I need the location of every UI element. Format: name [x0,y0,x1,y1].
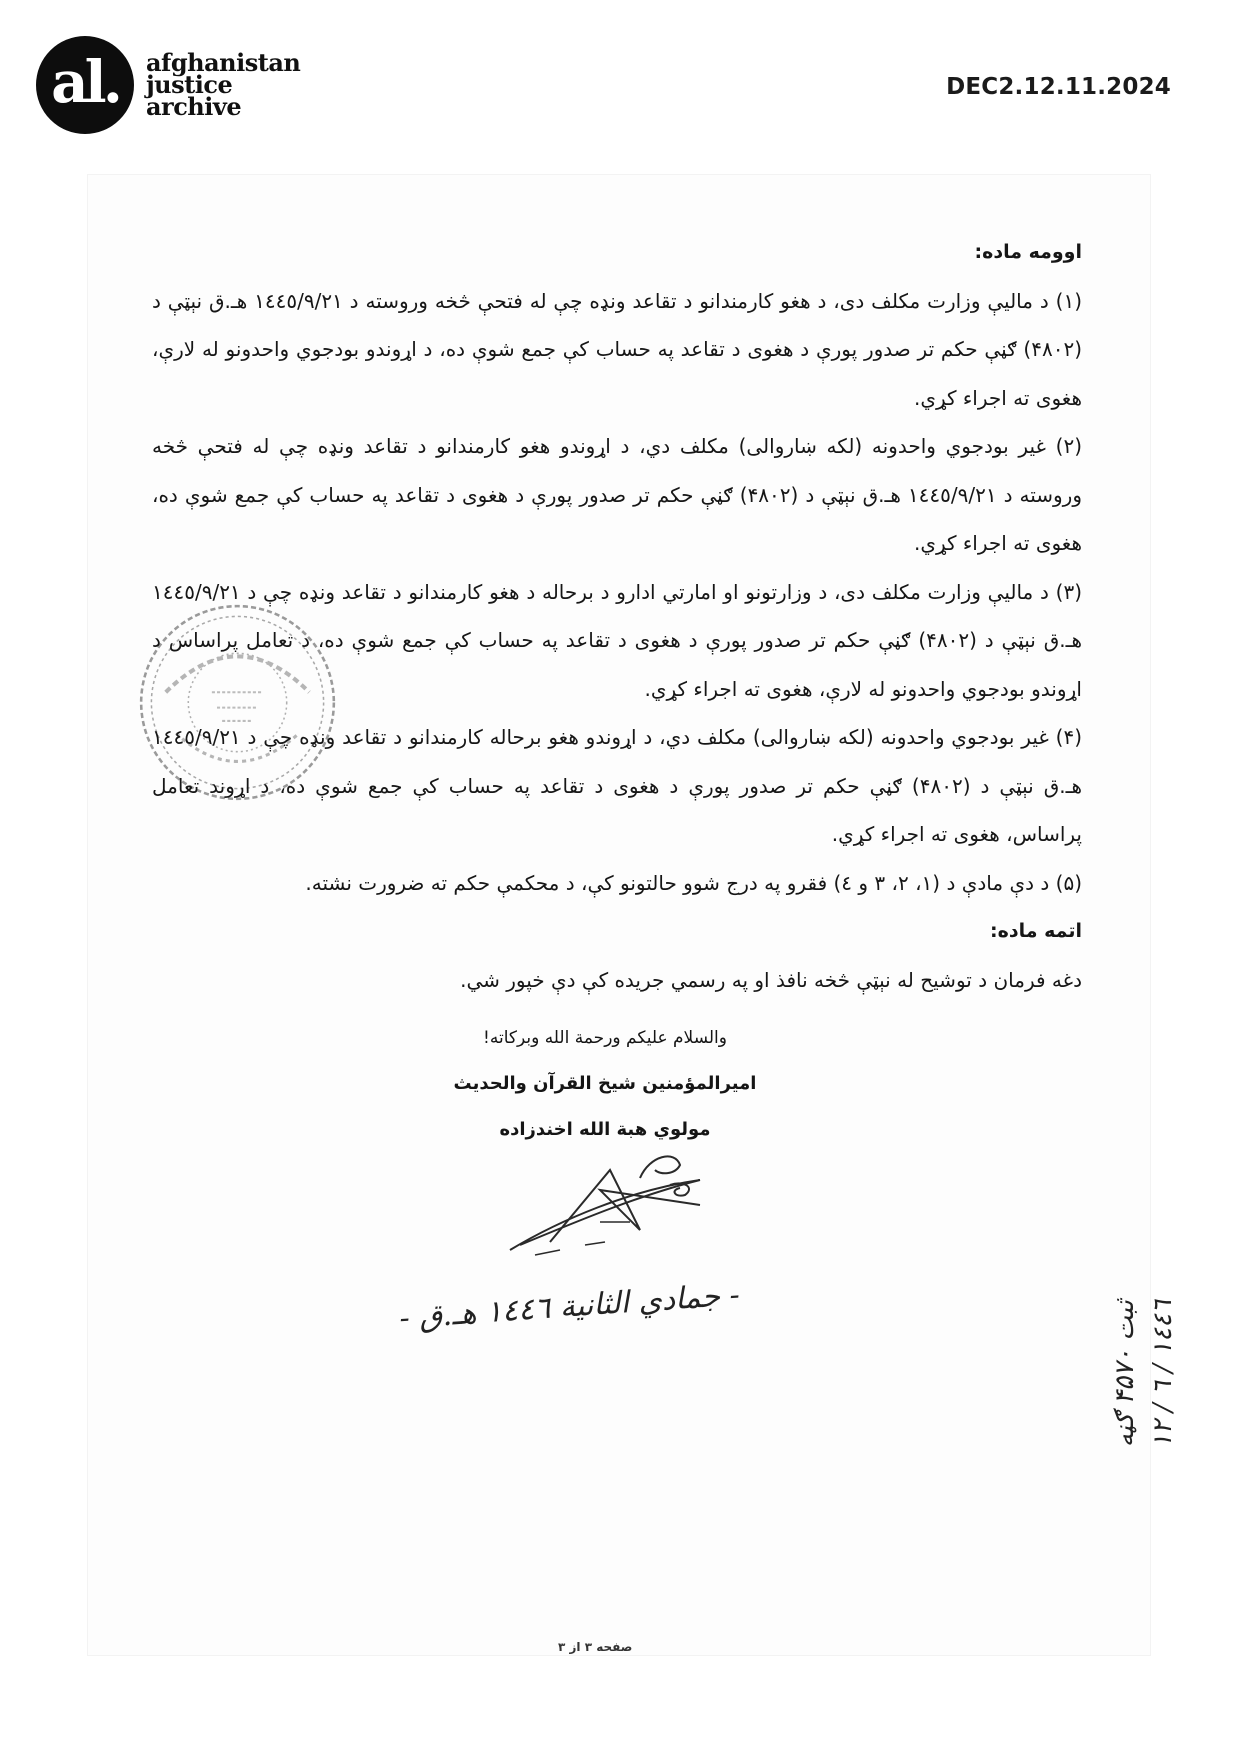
handwritten-date: - جمادي الثانية ١٤٤٦ هـ.ق - [398,1277,741,1337]
logo-wordmark [146,48,301,121]
salutation: والسلام علیکم ورحمة الله وبرکاته! [483,1028,727,1048]
logo-word-archive: archive [146,92,242,121]
signature-icon [490,1150,730,1260]
logo-word-afghanistan: afghanistan [146,48,301,77]
paragraph-5: (۵) د دې مادې د (١، ٢، ٣ و ٤) فقرو په درج شوو حالتونو کې، د محکمې حکم ته ضرورت نشته. [305,870,1082,895]
margin-registration-note [1110,1300,1230,1620]
registration-date: ١٤٤٦ / ٦ / ١٢ [1148,1300,1178,1449]
logo-circle-icon [36,36,134,134]
aja-logo [36,36,300,134]
signatory-name: مولوي هبة الله اخندزاده [499,1119,711,1140]
closing-block [440,1015,770,1153]
document-code: DEC2.12.11.2024 [946,74,1171,100]
article-heading-eight: اتمه ماده: [990,920,1082,942]
paragraph-4: (۴) غیر بودجوي واحدونه (لکه ښاروالی) مکلف دي، د اړوندو هغو برحاله کارمندانو د تقاعد ونډه چې د ١٤٤٥/٩/٢١ هـ.ق نېټې د (۴٨٠٢) ګڼې حکم تر صدور پورې د هغوی د تقاعد په حساب کې جمع شوې ده، د اړوند تعامل پراساس، هغوی ته اجراء کړي. [152,725,1082,846]
page-number: صفحه ٣ از ٣ [558,1640,633,1654]
paragraph-2: (٢) غیر بودجوي واحدونه (لکه ښاروالی) مکلف دي، د اړوندو هغو کارمندانو د تقاعد ونډه چې له فتحې څخه وروسته د ١٤٤٥/٩/٢١ هـ.ق نېټې د (۴٨٠٢) ګڼې حکم تر صدور پورې د هغوی د تقاعد په حساب کې جمع شوې ده، هغوی ته اجراء کړي. [152,434,1082,555]
signatory-title: امیرالمؤمنین شیخ القرآن والحدیث [453,1073,757,1094]
decree-body [152,228,1082,1004]
article-heading-seven: اوومه ماده: [974,241,1082,263]
paragraph-1: (١) د مالیې وزارت مکلف دی، د هغو کارمندانو د تقاعد ونډه چې له فتحې څخه وروسته د ١٤٤٥/٩/٢١ هـ.ق نېټې د (۴٨٠٢) ګڼې حکم تر صدور پورې د هغوی د تقاعد په حساب کې جمع شوې ده، د اړوندو بودجوي واحدونو له لارې، هغوی ته اجراء کړي. [152,288,1082,410]
logo-word-justice: justice [146,70,233,99]
enactment-clause: دغه فرمان د توشیح له نېټې څخه نافذ او په رسمي جریده کې دې خپور شي. [460,967,1082,992]
paragraph-3: (٣) د مالیې وزارت مکلف دی، د وزارتونو او امارتي ادارو د برحاله د هغو کارمندانو د تقاعد ونډه چې د ١٤٤٥/٩/٢١ هـ.ق نېټې د (۴٨٠٢) ګڼې حکم تر صدور پورې د هغوی د تقاعد په حساب کې جمع شوې ده، د تعامل پراساس د اړوندو بودجوي واحدونو له لارې، هغوی ته اجراء کړي. [152,579,1082,701]
registration-number: ثبت ۴۵٧٠ ګڼه [1110,1300,1140,1448]
logo-mark: al. [51,48,119,116]
